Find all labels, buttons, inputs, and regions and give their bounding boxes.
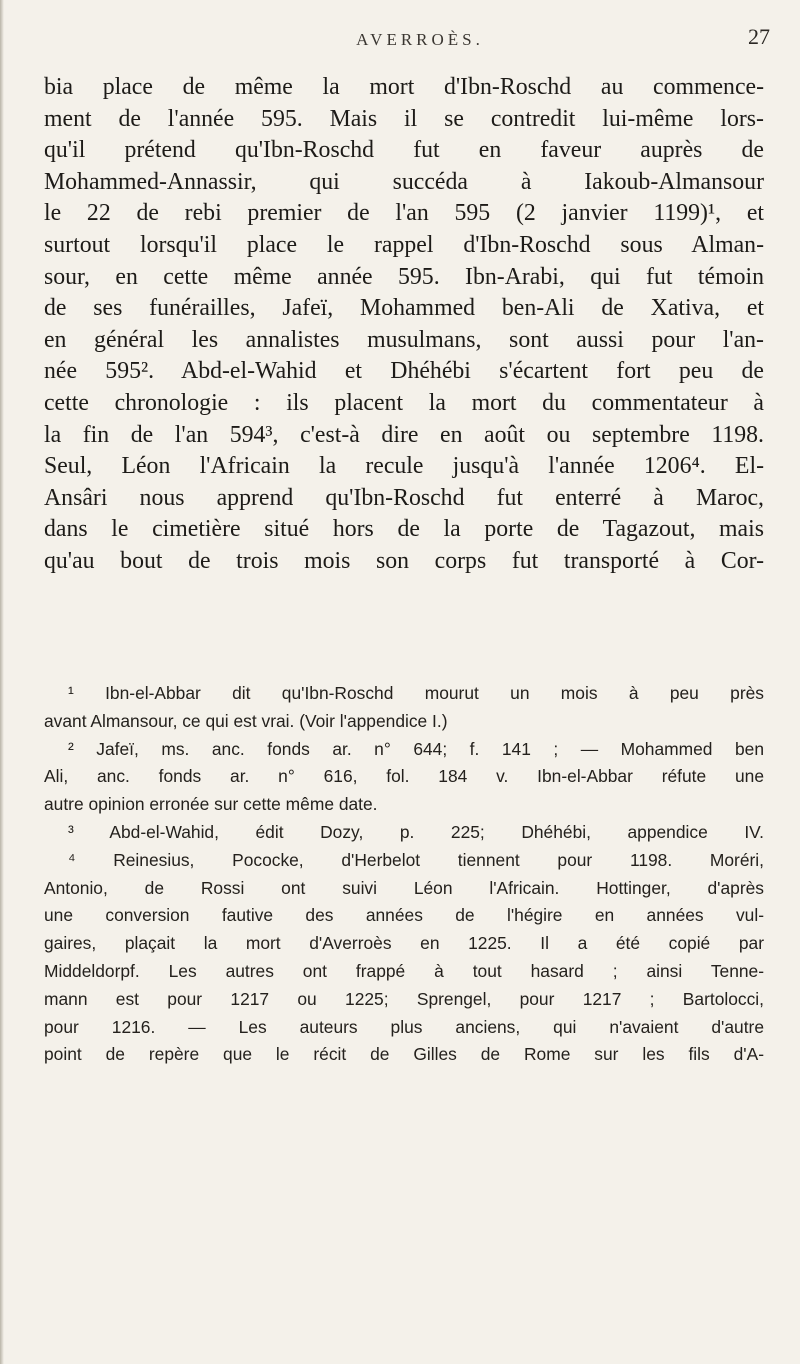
text-line: le 22 de rebi premier de l'an 595 (2 janvier 1199)¹, et: [44, 200, 764, 227]
footnote-line: une conversion fautive des années de l'hégire en années vul-: [44, 905, 764, 926]
text-line: bia place de même la mort d'Ibn-Roschd au commence-: [44, 74, 764, 100]
text-line: en général les annalistes musulmans, sont aussi pour l'an-: [44, 326, 764, 353]
text-line: dans le cimetière situé hors de la porte de Tagazout, mais: [44, 516, 764, 543]
text-line: Mohammed-Annassir, qui succéda à Iakoub-Almansour: [44, 168, 764, 195]
text-line: qu'au bout de trois mois son corps fut transporté à Cor-: [44, 547, 764, 574]
footnote-line: Middeldorpf. Les autres ont frappé à tout hasard ; ainsi Tenne-: [44, 960, 764, 981]
text-line: née 595². Abd-el-Wahid et Dhéhébi s'écartent fort peu de: [44, 358, 764, 385]
text-line: Seul, Léon l'Africain la recule jusqu'à l'année 1206⁴. El-: [44, 453, 764, 480]
footnote-line: gaires, plaçait la mort d'Averroès en 1225. Il a été copié par: [44, 933, 764, 954]
footnote-2: ² Jafeï, ms. anc. fonds ar. n° 644; f. 141 ; — Mohammed ben: [68, 738, 764, 759]
footnote-line: point de repère que le récit de Gilles de Rome sur les fils d'A-: [44, 1044, 764, 1065]
footnote-4: ⁴ Reinesius, Pococke, d'Herbelot tiennent pour 1198. Moréri,: [68, 849, 764, 870]
page-gutter-shadow: [0, 0, 4, 1364]
text-line: ment de l'année 595. Mais il se contredit lui-même lors-: [44, 105, 764, 132]
footnote-1: ¹ Ibn-el-Abbar dit qu'Ibn-Roschd mourut un mois à peu près: [68, 683, 764, 703]
running-head: AVERROÈS.: [356, 30, 484, 49]
text-line: sour, en cette même année 595. Ibn-Arabi, qui fut témoin: [44, 263, 764, 290]
footnote-line: Ali, anc. fonds ar. n° 616, fol. 184 v. Ibn-el-Abbar réfute une: [44, 766, 764, 787]
footnote-line: mann est pour 1217 ou 1225; Sprengel, pour 1217 ; Bartolocci,: [44, 988, 764, 1009]
text-line: cette chronologie : ils placent la mort du commentateur à: [44, 389, 764, 416]
page-number: 27: [748, 24, 770, 49]
footnote-line: pour 1216. — Les auteurs plus anciens, qui n'avaient d'autre: [44, 1016, 764, 1037]
text-line: de ses funérailles, Jafeï, Mohammed ben-Ali de Xativa, et: [44, 295, 764, 322]
text-line: surtout lorsqu'il place le rappel d'Ibn-Roschd sous Alman-: [44, 231, 764, 258]
text-line: la fin de l'an 594³, c'est-à dire en août ou septembre 1198.: [44, 421, 764, 448]
footnotes: [44, 680, 764, 1069]
footnote-3: ³ Abd-el-Wahid, édit Dozy, p. 225; Dhéhébi, appendice IV.: [68, 821, 764, 842]
text-line: Ansâri nous apprend qu'Ibn-Roschd fut enterré à Maroc,: [44, 484, 764, 511]
footnote-line: autre opinion erronée sur cette même date.: [44, 794, 378, 815]
main-text: [44, 72, 764, 578]
page-header: [80, 22, 770, 62]
text-line: qu'il prétend qu'Ibn-Roschd fut en faveur auprès de: [44, 137, 764, 164]
footnote-line: avant Almansour, ce qui est vrai. (Voir l'appendice I.): [44, 710, 448, 731]
footnote-line: Antonio, de Rossi ont suivi Léon l'Africain. Hottinger, d'après: [44, 877, 764, 898]
